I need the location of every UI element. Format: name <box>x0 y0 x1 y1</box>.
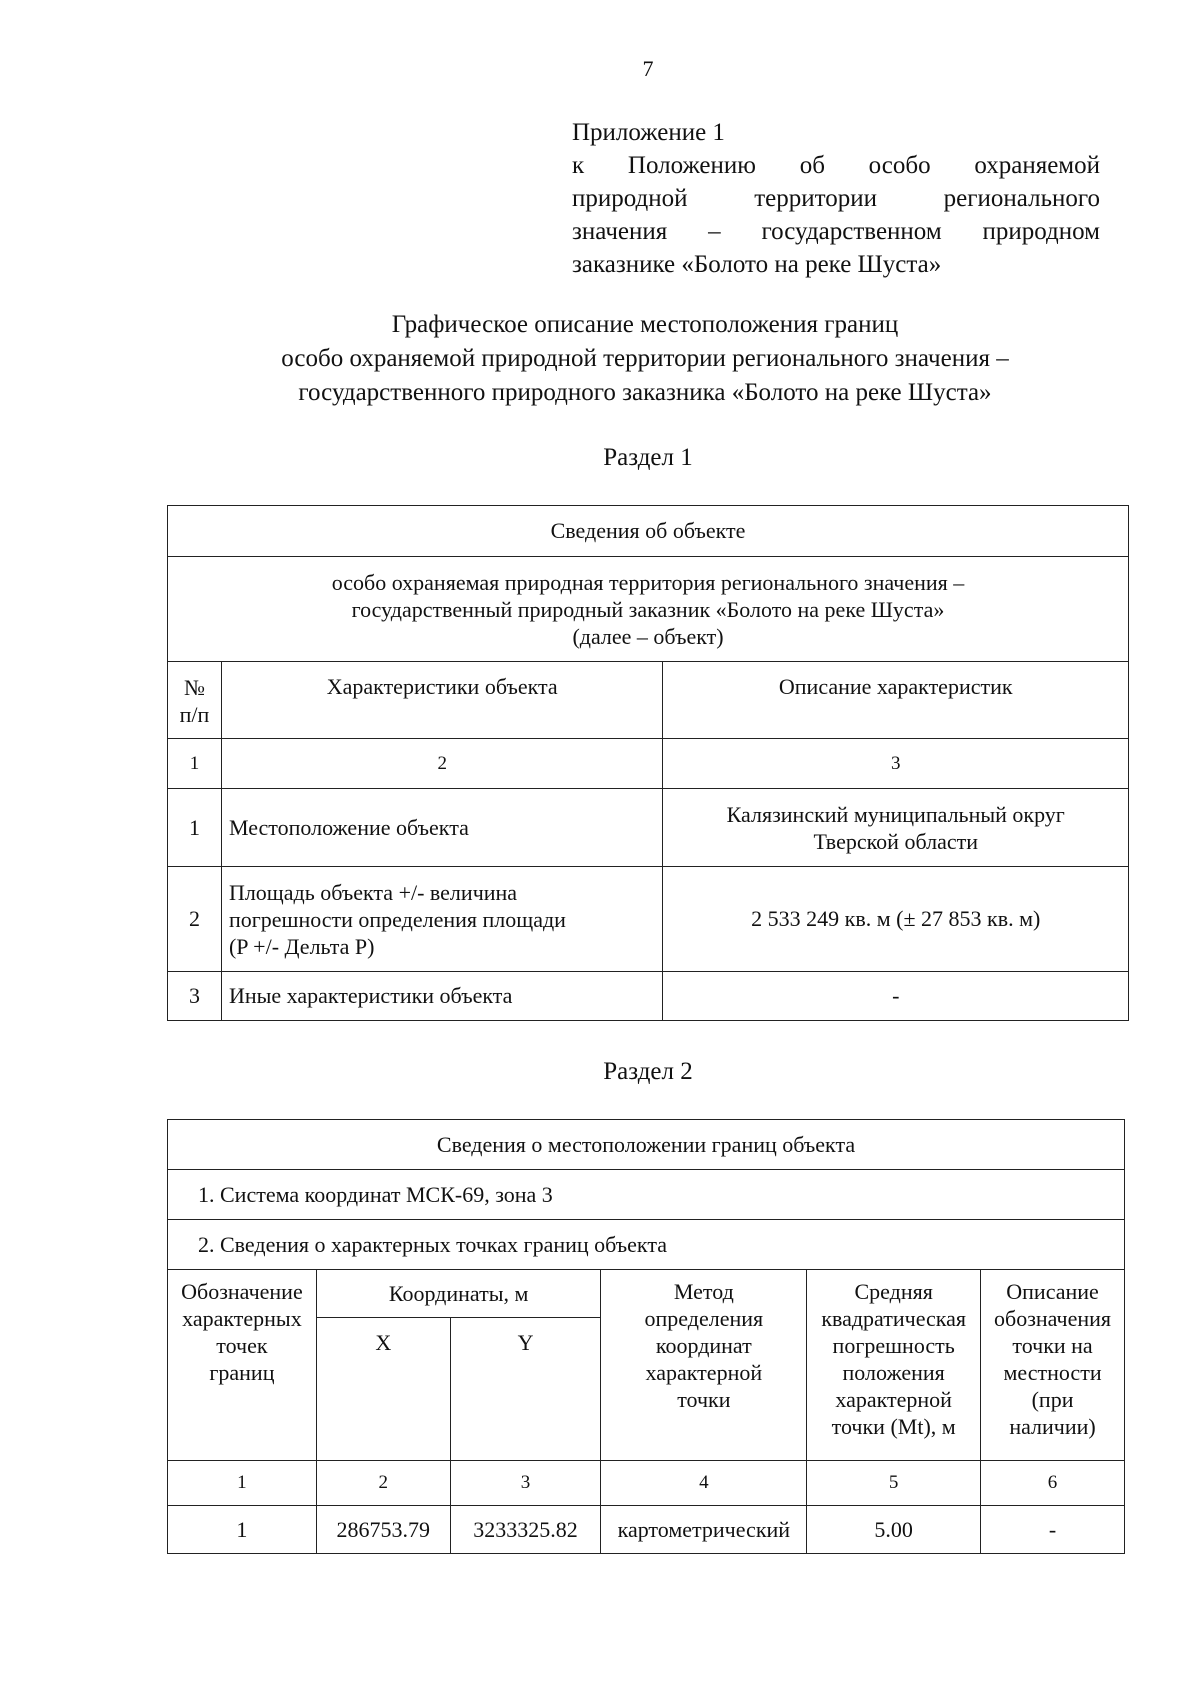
point-y: 3233325.82 <box>450 1506 601 1554</box>
header-line: характерной <box>835 1387 952 1412</box>
value-line: Калязинский муниципальный округ <box>726 801 1065 827</box>
header-error <box>807 1270 981 1461</box>
header-line: Обозначение <box>181 1279 303 1304</box>
header-y: Y <box>450 1318 601 1461</box>
name-line: Площадь объекта +/- величина <box>228 879 518 905</box>
column-number: 5 <box>807 1461 981 1506</box>
table-row <box>168 867 1129 972</box>
object-description-line: (далее – объект) <box>572 623 724 649</box>
header-line: положения <box>842 1360 945 1385</box>
column-number: 2 <box>221 739 663 789</box>
row-number: 3 <box>168 972 222 1021</box>
characteristic-name: Иные характеристики объекта <box>221 972 663 1021</box>
header-line: характерной <box>645 1360 763 1385</box>
header-description: Описание характеристик <box>663 662 1129 739</box>
header-line: обозначения <box>994 1306 1112 1331</box>
appendix-line: природной территории регионального <box>572 185 1100 212</box>
table-row <box>168 972 1129 1021</box>
characteristic-value <box>663 789 1129 867</box>
point-x: 286753.79 <box>316 1506 450 1554</box>
header-point-description <box>981 1270 1125 1461</box>
header-line: Метод <box>673 1279 734 1304</box>
coordinate-system: 1. Система координат МСК-69, зона 3 <box>168 1170 1125 1220</box>
header-line: границ <box>209 1360 275 1385</box>
header-line: точки (Mt), м <box>831 1414 956 1439</box>
object-description <box>168 557 1129 662</box>
header-line: координат <box>655 1333 752 1358</box>
name-line: (P +/- Дельта P) <box>228 933 375 959</box>
header-line: определения <box>644 1306 764 1331</box>
header-line: точки <box>677 1387 731 1412</box>
appendix-line: Приложение 1 <box>572 119 725 146</box>
title-line: Графическое описание местоположения границ <box>391 311 899 338</box>
row-number: 2 <box>168 867 222 972</box>
section1-heading: Раздел 1 <box>603 444 693 471</box>
title-line: государственного природного заказника «Болото на реке Шуста» <box>298 379 992 406</box>
header-line: Описание <box>1006 1279 1099 1304</box>
column-number: 2 <box>316 1461 450 1506</box>
characteristic-value: - <box>663 972 1129 1021</box>
section2-heading: Раздел 2 <box>603 1058 693 1085</box>
point-method: картометрический <box>601 1506 807 1554</box>
column-number: 1 <box>168 1461 317 1506</box>
header-characteristics: Характеристики объекта <box>221 662 663 739</box>
object-description-line: государственный природный заказник «Болото на реке Шуста» <box>351 596 945 622</box>
table-row <box>168 1506 1125 1554</box>
header-x: X <box>316 1318 450 1461</box>
object-info-title: Сведения об объекте <box>168 506 1129 557</box>
column-number: 1 <box>168 739 222 789</box>
header-line: характерных <box>182 1306 302 1331</box>
header-designation <box>168 1270 317 1461</box>
boundary-points-table <box>167 1119 1125 1554</box>
header-line: точки на <box>1012 1333 1093 1358</box>
characteristic-name <box>221 867 663 972</box>
appendix-reference <box>572 116 1100 281</box>
name-line: погрешности определения площади <box>228 906 566 932</box>
header-line: погрешность <box>832 1333 955 1358</box>
row-number: 1 <box>168 789 222 867</box>
point-error: 5.00 <box>807 1506 981 1554</box>
column-number: 6 <box>981 1461 1125 1506</box>
header-line: Средняя <box>854 1279 933 1304</box>
page-number: 7 <box>642 56 654 81</box>
appendix-line: заказнике «Болото на реке Шуста» <box>572 251 942 278</box>
header-line: точек <box>216 1333 268 1358</box>
header-line: квадратическая <box>821 1306 967 1331</box>
points-info: 2. Сведения о характерных точках границ объекта <box>168 1220 1125 1270</box>
header-line: местности <box>1003 1360 1102 1385</box>
point-description: - <box>981 1506 1125 1554</box>
header-line: наличии) <box>1009 1414 1096 1439</box>
table-row <box>168 789 1129 867</box>
object-info-table <box>167 505 1129 1021</box>
object-description-line: особо охраняемая природная территория регионального значения – <box>331 569 965 595</box>
boundary-info-title: Сведения о местоположении границ объекта <box>168 1120 1125 1170</box>
column-number: 4 <box>601 1461 807 1506</box>
characteristic-name: Местоположение объекта <box>221 789 663 867</box>
value-line: Тверской области <box>813 828 978 854</box>
header-number-line: № <box>183 675 205 700</box>
header-method <box>601 1270 807 1461</box>
appendix-line: к Положению об особо охраняемой <box>572 152 1100 179</box>
column-number: 3 <box>663 739 1129 789</box>
column-number: 3 <box>450 1461 601 1506</box>
header-line: (при <box>1031 1387 1074 1412</box>
point-designation: 1 <box>168 1506 317 1554</box>
header-coordinates: Координаты, м <box>316 1270 601 1318</box>
document-title <box>150 308 1140 410</box>
characteristic-value: 2 533 249 кв. м (± 27 853 кв. м) <box>663 867 1129 972</box>
title-line: особо охраняемой природной территории регионального значения – <box>281 345 1009 372</box>
appendix-line: значения – государственном природном <box>572 218 1100 245</box>
header-number <box>168 662 222 739</box>
header-number-line: п/п <box>179 702 210 727</box>
